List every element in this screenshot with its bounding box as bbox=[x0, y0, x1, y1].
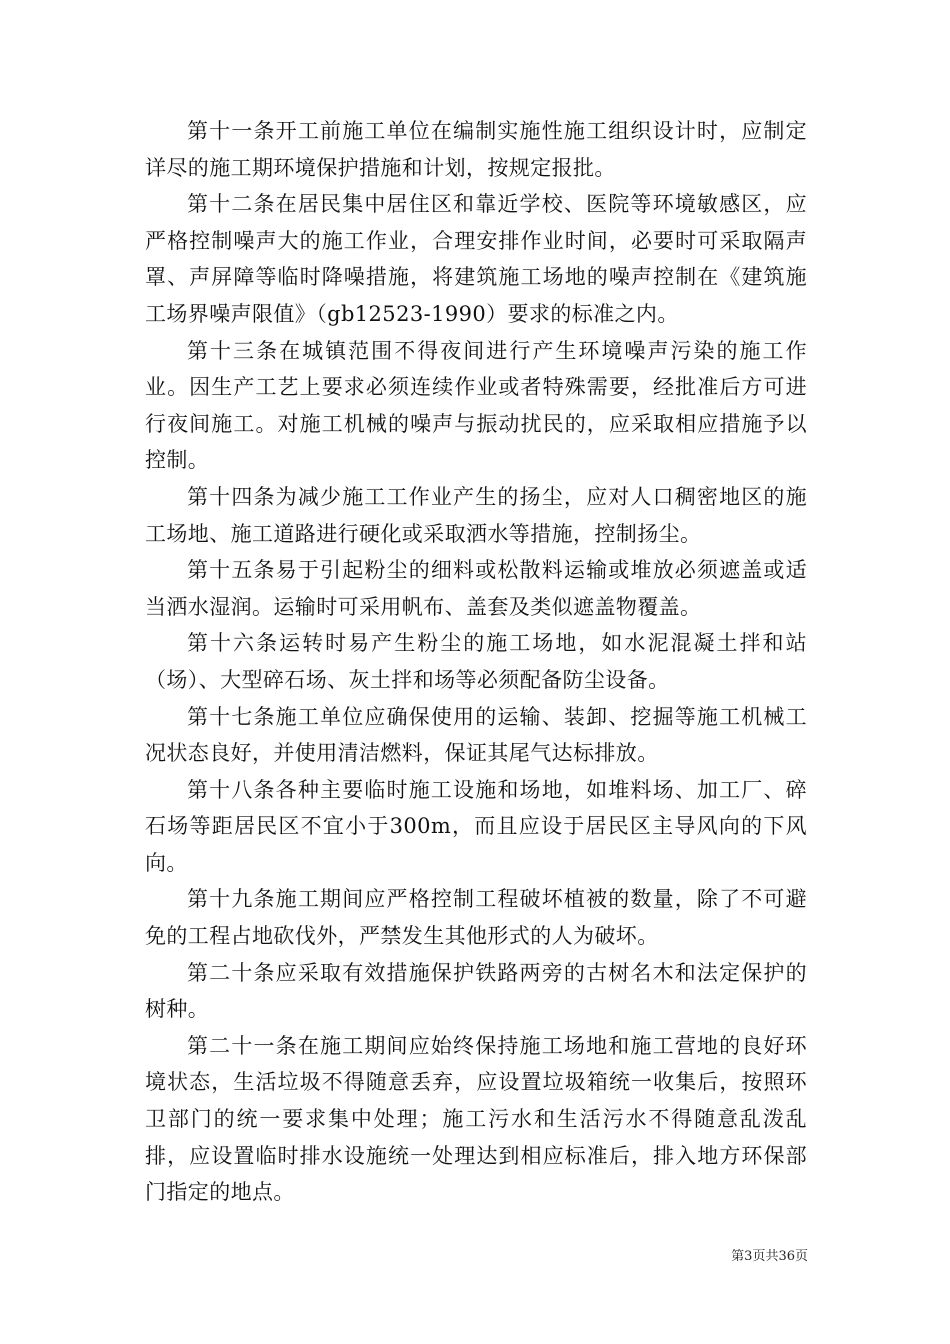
article-11-paragraph: 第十一条开工前施工单位在编制实施性施工组织设计时，应制定详尽的施工期环境保护措施和计划，按规定报批。 bbox=[145, 119, 807, 180]
article-15-paragraph: 第十五条易于引起粉尘的细料或松散料运输或堆放必须遮盖或适当洒水湿润。运输时可采用帆布、盖套及类似遮盖物覆盖。 bbox=[145, 558, 807, 619]
article-17-paragraph: 第十七条施工单位应确保使用的运输、装卸、挖掘等施工机械工况状态良好，并使用清洁燃料，保证其尾气达标排放。 bbox=[145, 704, 807, 766]
article-21-paragraph: 第二十一条在施工期间应始终保持施工场地和施工营地的良好环境状态，生活垃圾不得随意丢弃，应设置垃圾箱统一收集后，按照环卫部门的统一要求集中处理；施工污水和生活污水不得随意乱泼乱排，应设置临时排水设施统一处理达到相应标准后，排入地方环保部门指定的地点。 bbox=[145, 1033, 807, 1205]
article-18-paragraph: 第十八条各种主要临时施工设施和场地，如堆料场、加工厂、碎石场等距居民区不宜小于300m，而且应设于居民区主导风向的下风向。 bbox=[145, 777, 807, 875]
document-body bbox=[145, 113, 807, 1211]
article-19-paragraph: 第十九条施工期间应严格控制工程破坏植被的数量，除了不可避免的工程占地砍伐外，严禁发生其他形式的人为破坏。 bbox=[145, 887, 807, 949]
page-number-footer: 第3页共36页 bbox=[731, 1249, 808, 1264]
article-16-paragraph: 第十六条运转时易产生粉尘的施工场地，如水泥混凝土拌和站（场）、大型碎石场、灰土拌和场等必须配备防尘设备。 bbox=[145, 631, 807, 692]
article-20-paragraph: 第二十条应采取有效措施保护铁路两旁的古树名木和法定保护的树种。 bbox=[145, 960, 807, 1022]
article-14-paragraph: 第十四条为减少施工工作业产生的扬尘，应对人口稠密地区的施工场地、施工道路进行硬化或采取洒水等措施，控制扬尘。 bbox=[145, 484, 807, 546]
article-13-paragraph: 第十三条在城镇范围不得夜间进行产生环境噪声污染的施工作业。因生产工艺上要求必须连续作业或者特殊需要，经批准后方可进行夜间施工。对施工机械的噪声与振动扰民的，应采取相应措施予以控制。 bbox=[145, 338, 807, 473]
article-12-paragraph: 第十二条在居民集中居住区和靠近学校、医院等环境敏感区，应严格控制噪声大的施工作业，合理安排作业时间，必要时可采取隔声罩、声屏障等临时降噪措施，将建筑施工场地的噪声控制在《建筑施工场界噪声限值》（gb12523-1990）要求的标准之内。 bbox=[145, 192, 807, 326]
